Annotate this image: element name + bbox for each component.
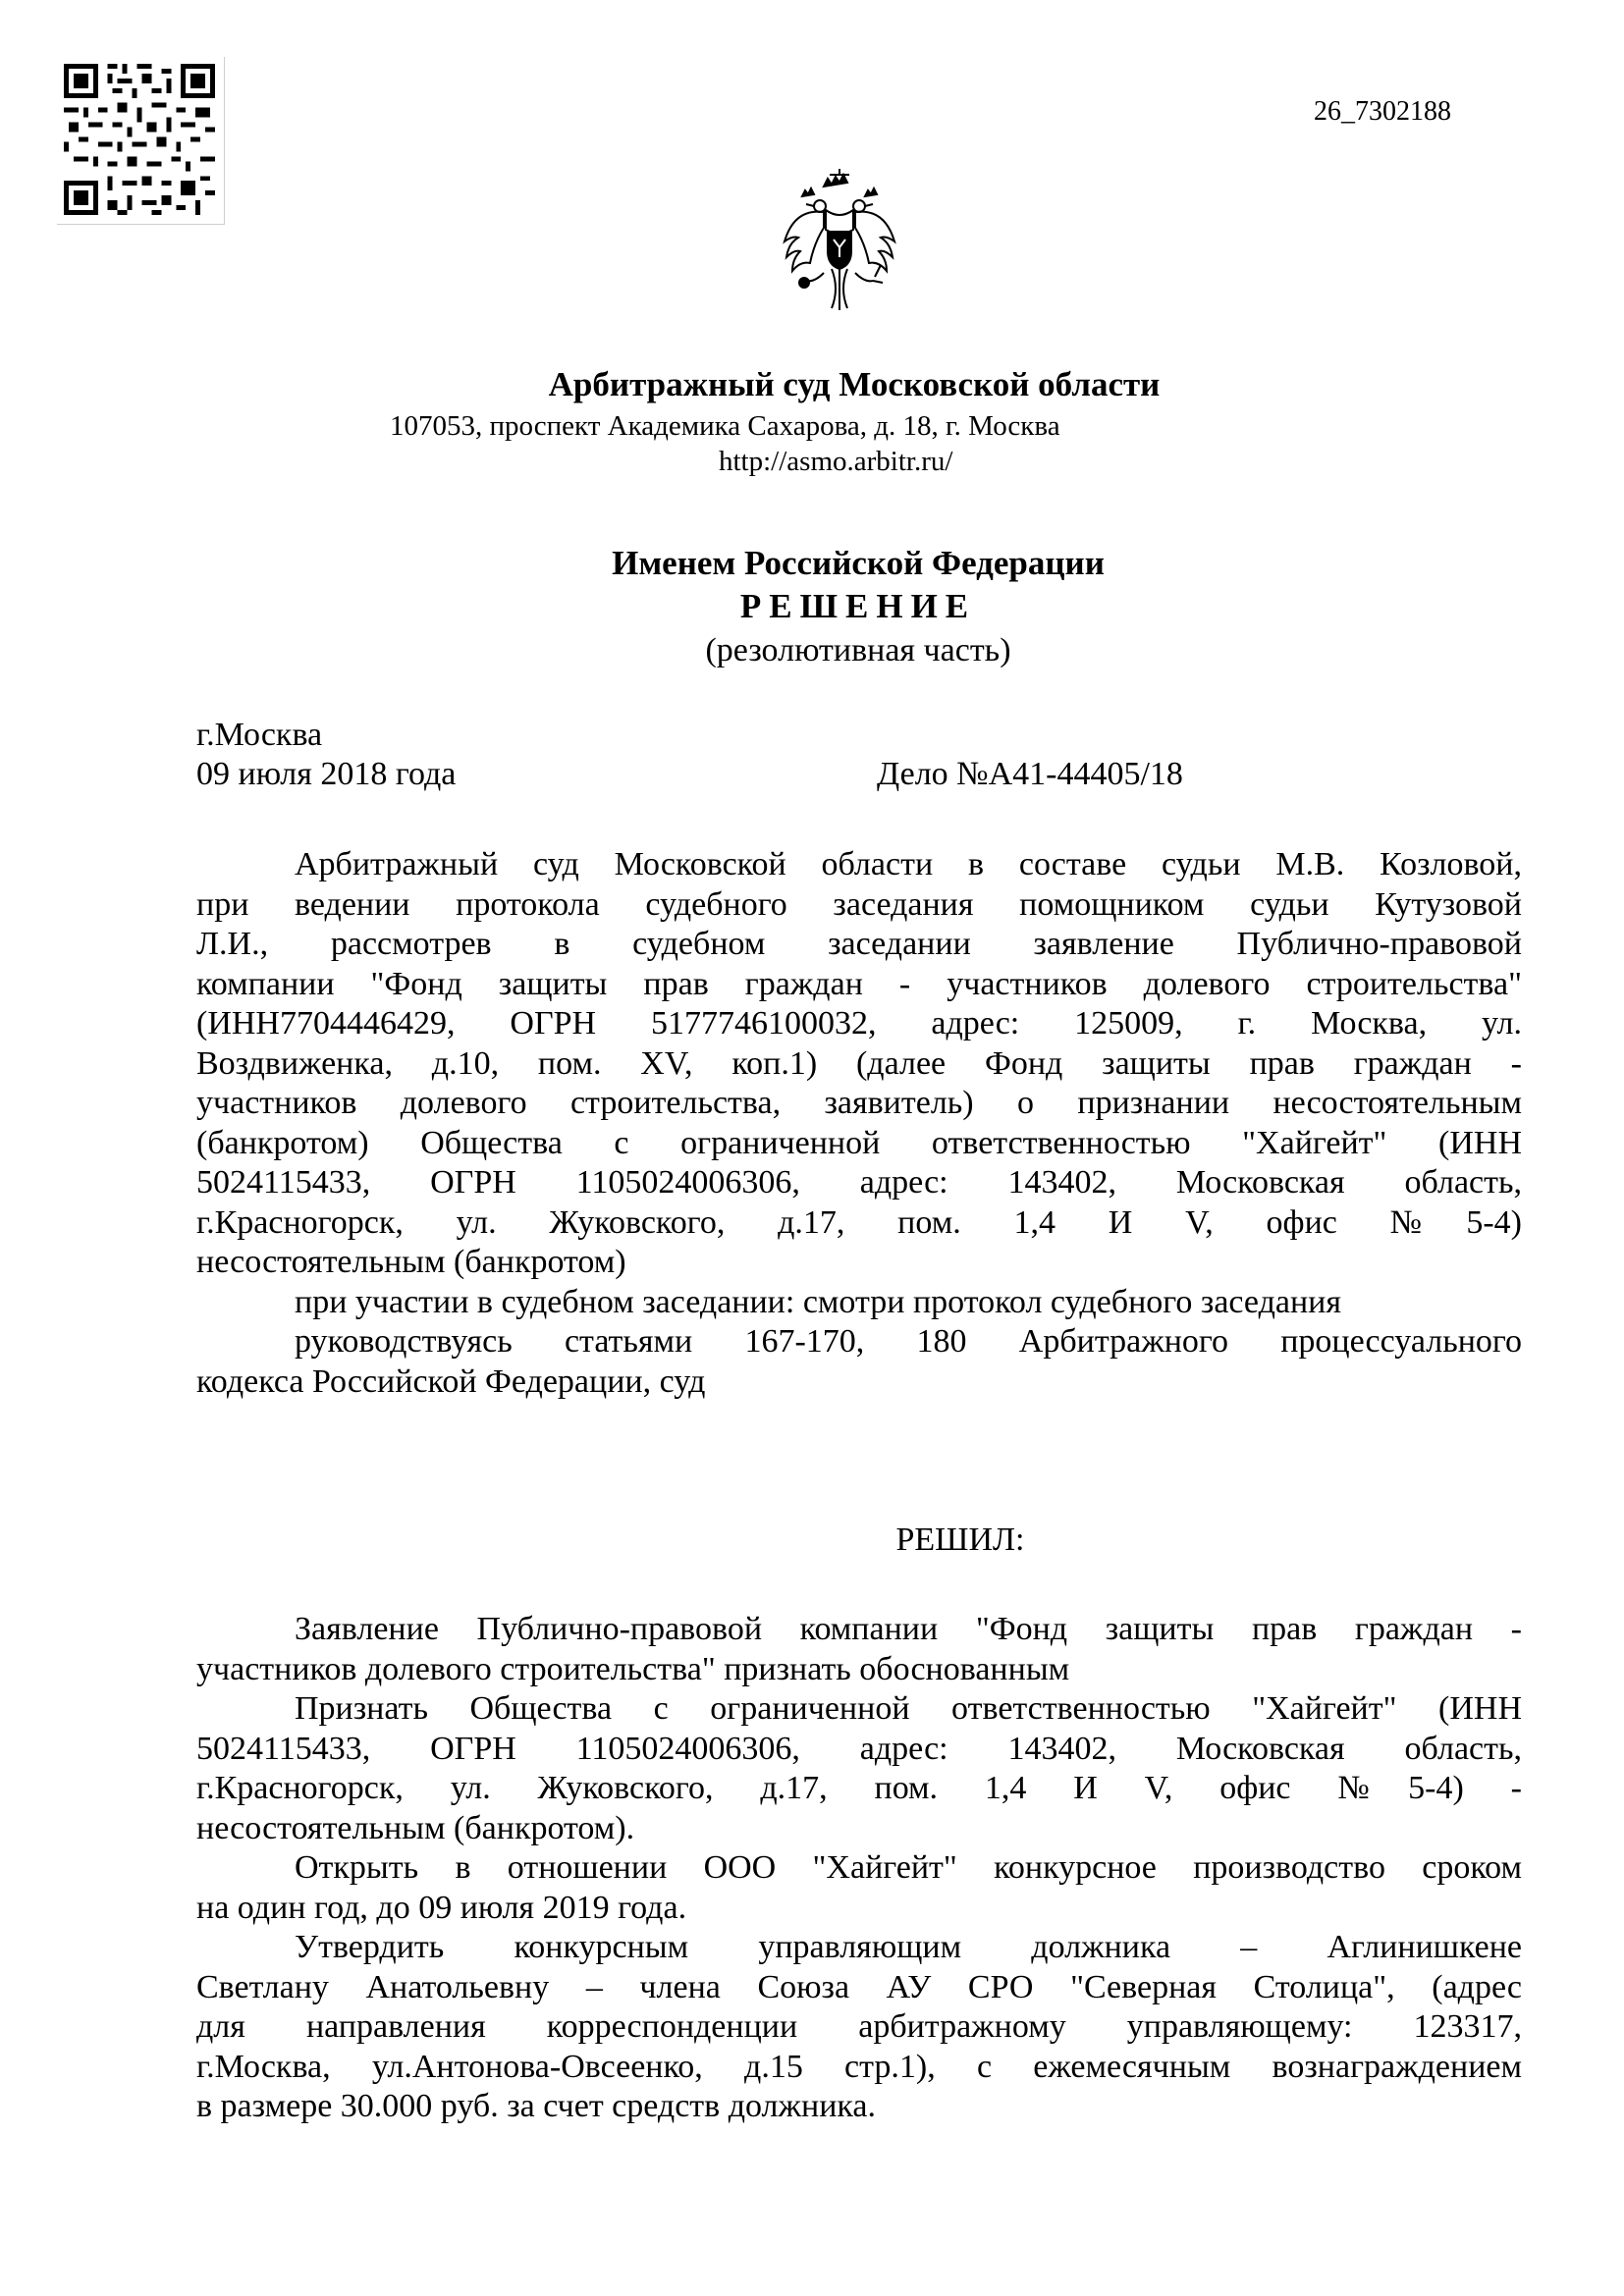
text-line: г.Красногорск, ул. Жуковского, д.17, пом. 1,4 И V, офис №5-4) -: [196, 1770, 1522, 1806]
city: г.Москва: [196, 717, 323, 753]
text-line: г.Красногорск, ул. Жуковского, д.17, пом. 1,4 И V, офис №5-4): [196, 1203, 1522, 1241]
text-line: на один год, до 09 июля 2019 года.: [196, 1889, 687, 1926]
text-line: (банкротом) Общества с ограниченной ответственностью "Хайгейт" (ИНН: [196, 1124, 1522, 1161]
court-address: 107053, проспект Академика Сахарова, д. 18, г. Москва: [390, 410, 1060, 442]
text-line: Заявление Публично-правовой компании "Фонд защиты прав граждан -: [295, 1611, 1522, 1647]
coat-of-arms-icon: [781, 167, 898, 319]
decision-subtitle: (резолютивная часть): [705, 632, 1011, 668]
text-line: кодекса Российской Федерации, суд: [196, 1362, 706, 1400]
court-url[interactable]: http://asmo.arbitr.ru/: [719, 446, 953, 477]
text-line: г.Москва, ул.Антонова-Овсеенко, д.15 стр.1), с ежемесячным вознаграждением: [196, 2048, 1522, 2085]
resolved-heading: РЕШИЛ:: [895, 1522, 1025, 1558]
text-line: для направления корреспонденции арбитражному управляющему: 123317,: [196, 2008, 1522, 2045]
text-line: Светлану Анатольевну – члена Союза АУ СРО "Северная Столица", (адрес: [196, 1968, 1522, 2005]
decision-title: РЕШЕНИЕ: [739, 587, 977, 625]
text-line: участников долевого строительства" признать обоснованным: [196, 1650, 1070, 1687]
text-line: компании "Фонд защиты прав граждан - участников долевого строительства": [196, 965, 1522, 1002]
text-line: Утвердить конкурсным управляющим должника – Аглинишкене: [295, 1929, 1522, 1965]
text-line: Открыть в отношении ООО "Хайгейт" конкурсное производство сроком: [295, 1849, 1522, 1886]
intro-paragraph: [196, 845, 1522, 1402]
text-line: Арбитражный суд Московской области в составе судьи М.В. Козловой,: [295, 846, 1522, 882]
participation-line: при участии в судебном заседании: смотри протокол судебного заседания: [295, 1283, 1341, 1320]
decision-date: 09 июля 2018 года: [196, 756, 457, 792]
document-id: 26_7302188: [1314, 96, 1451, 127]
text-line: при ведении протокола судебного заседания помощником судьи Кутузовой: [196, 885, 1522, 923]
federation-heading: Именем Российской Федерации: [612, 544, 1105, 582]
text-line: 5024115433, ОГРН 1105024006306, адрес: 143402, Московская область,: [196, 1730, 1522, 1767]
text-line: Л.И., рассмотрев в судебном заседании заявление Публично-правовой: [196, 926, 1522, 962]
text-line: Признать Общества с ограниченной ответственностью "Хайгейт" (ИНН: [295, 1690, 1522, 1727]
qr-code-icon: [59, 59, 220, 220]
text-line: (ИНН7704446429, ОГРН 5177746100032, адрес: 125009, г. Москва, ул.: [196, 1005, 1522, 1041]
text-line: участников долевого строительства, заявитель) о признании несостоятельным: [196, 1085, 1522, 1121]
decision-paragraphs: [196, 1610, 1522, 2127]
court-name: Арбитражный суд Московской области: [548, 365, 1161, 403]
text-line: несостоятельным (банкротом): [196, 1244, 626, 1280]
case-number: Дело №А41-44405/18: [877, 756, 1183, 792]
text-line: в размере 30.000 руб. за счет средств должника.: [196, 2088, 877, 2124]
text-line: 5024115433, ОГРН 1105024006306, адрес: 143402, Московская область,: [196, 1164, 1522, 1201]
text-line: Воздвиженка, д.10, пом. XV, коп.1) (далее Фонд защиты прав граждан -: [196, 1044, 1522, 1082]
text-line: несостоятельным (банкротом).: [196, 1809, 635, 1846]
text-line: руководствуясь статьями 167-170, 180 Арбитражного процессуального: [295, 1323, 1522, 1360]
